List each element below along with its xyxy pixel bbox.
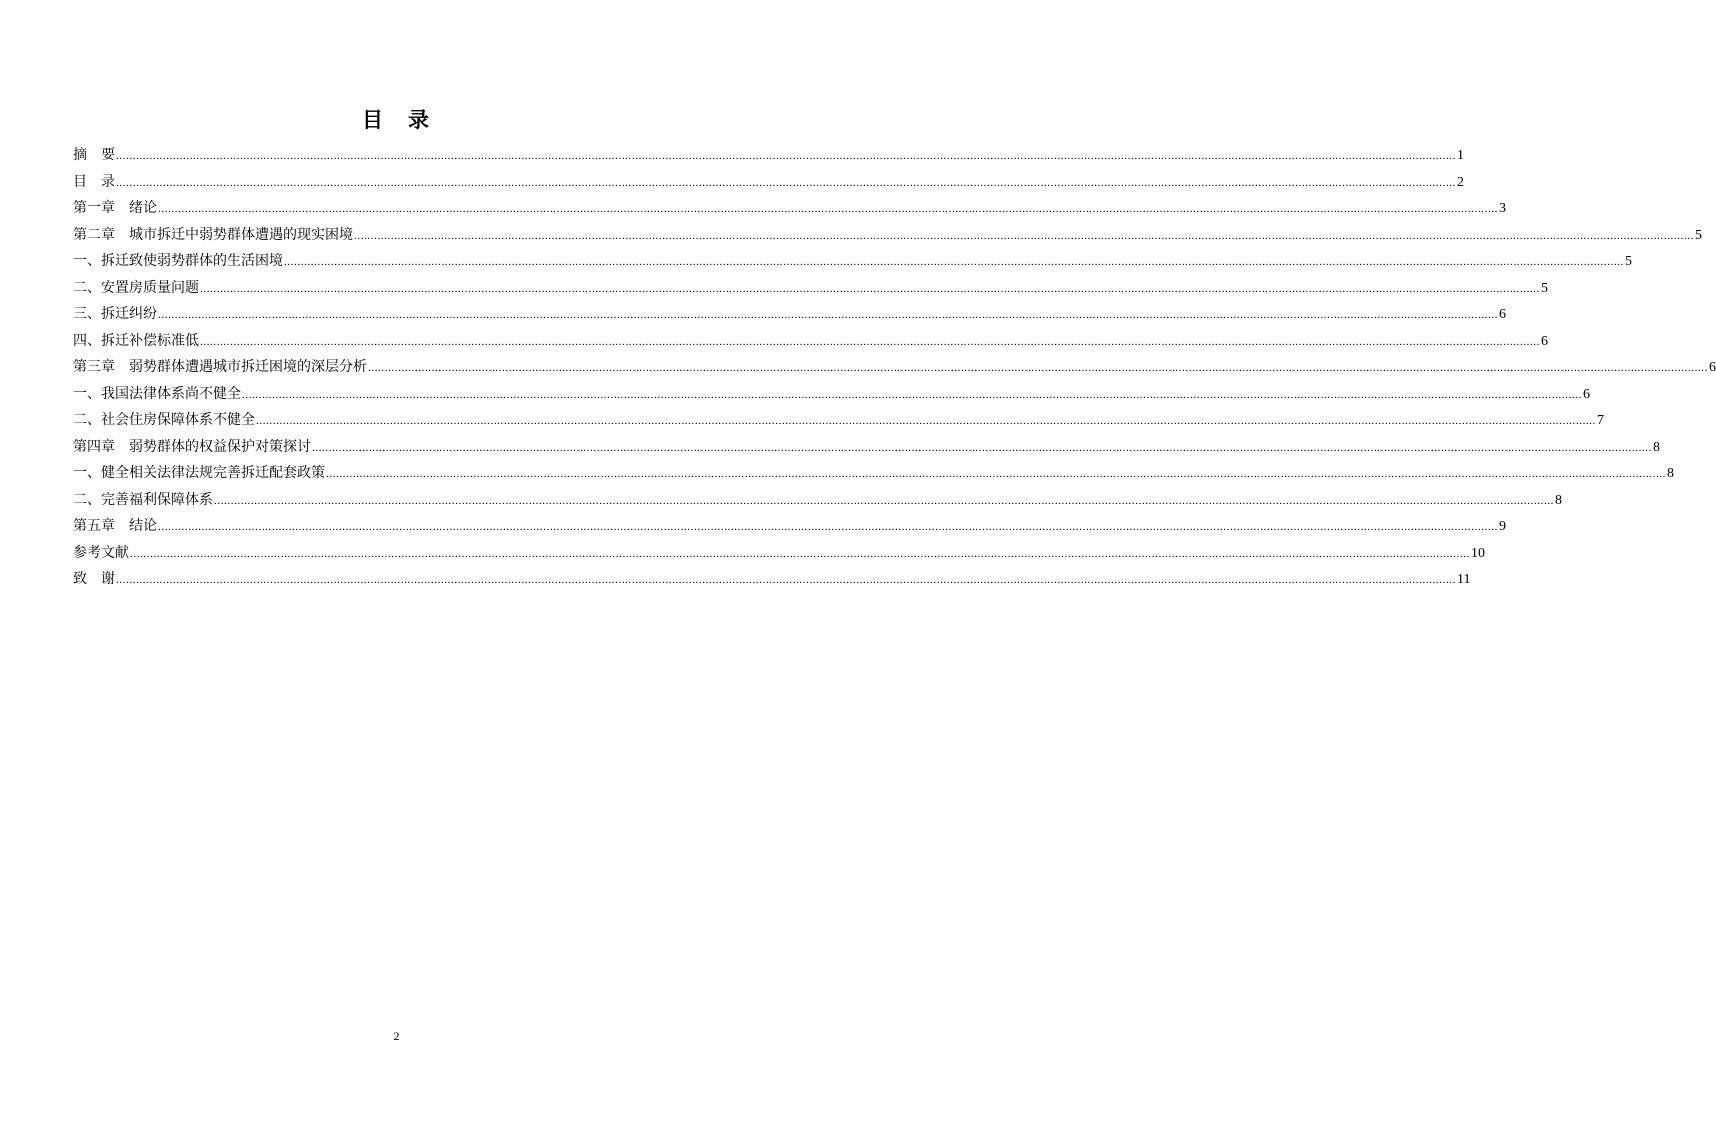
dot-leader: ................................................................................................................................................................................................................................................................................................................................................................................................................ <box>116 176 1456 189</box>
dot-leader: ................................................................................................................................................................................................................................................................................................................................................................................................................ <box>368 362 1708 374</box>
toc-entry[interactable] <box>73 275 1548 302</box>
toc-entry-label: 四、拆迁补偿标准低 <box>73 332 199 349</box>
toc-entry-label: 致 谢 <box>73 571 115 587</box>
toc-entry[interactable] <box>73 434 1660 461</box>
dot-leader: ................................................................................................................................................................................................................................................................................................................................................................................................................ <box>158 203 1498 215</box>
dot-leader: ................................................................................................................................................................................................................................................................................................................................................................................................................ <box>158 521 1498 533</box>
toc-entry[interactable] <box>73 248 1632 275</box>
dot-leader: ................................................................................................................................................................................................................................................................................................................................................................................................................ <box>158 309 1498 321</box>
dot-leader: ................................................................................................................................................................................................................................................................................................................................................................................................................ <box>242 388 1582 401</box>
dot-leader: ................................................................................................................................................................................................................................................................................................................................................................................................................ <box>116 150 1456 162</box>
dot-leader: ................................................................................................................................................................................................................................................................................................................................................................................................................ <box>354 229 1694 242</box>
toc-entry[interactable] <box>73 328 1548 355</box>
toc-entry[interactable] <box>73 566 1471 593</box>
toc-entry-label: 第四章 弱势群体的权益保护对策探讨 <box>73 438 311 455</box>
toc-entry-page: 9 <box>1499 519 1506 534</box>
toc-entry[interactable] <box>73 381 1590 408</box>
dot-leader: ................................................................................................................................................................................................................................................................................................................................................................................................................ <box>200 335 1540 348</box>
toc-entry-page: 3 <box>1499 201 1506 216</box>
table-of-contents <box>73 142 1716 593</box>
toc-entry-page: 7 <box>1597 413 1604 428</box>
toc-entry-label: 目 录 <box>73 173 115 190</box>
toc-entry-label: 二、安置房质量问题 <box>73 279 199 296</box>
toc-entry-page: 8 <box>1653 439 1660 455</box>
toc-entry-label: 二、社会住房保障体系不健全 <box>73 412 255 428</box>
toc-entry-label: 第五章 结论 <box>73 518 157 534</box>
toc-entry-label: 一、我国法律体系尚不健全 <box>73 385 241 402</box>
toc-entry-page: 6 <box>1709 360 1716 375</box>
toc-entry-page: 6 <box>1499 307 1506 322</box>
toc-entry[interactable] <box>73 540 1485 567</box>
toc-entry[interactable] <box>73 301 1506 328</box>
dot-leader: ................................................................................................................................................................................................................................................................................................................................................................................................................ <box>214 494 1554 507</box>
toc-entry-page: 1 <box>1457 148 1464 163</box>
toc-entry[interactable] <box>73 513 1506 540</box>
toc-entry[interactable] <box>73 222 1702 249</box>
toc-entry-label: 第一章 绪论 <box>73 200 157 216</box>
page-number: 2 <box>393 1029 400 1043</box>
toc-entry-page: 2 <box>1457 174 1464 190</box>
dot-leader: ................................................................................................................................................................................................................................................................................................................................................................................................................ <box>200 282 1540 295</box>
toc-entry-label: 三、拆迁纠纷 <box>73 306 157 322</box>
toc-entry-page: 11 <box>1457 572 1471 587</box>
toc-title: 目 录 <box>362 107 431 132</box>
toc-entry-label: 第三章 弱势群体遭遇城市拆迁困境的深层分析 <box>73 359 367 375</box>
toc-entry-label: 第二章 城市拆迁中弱势群体遭遇的现实困境 <box>73 226 353 243</box>
dot-leader: ................................................................................................................................................................................................................................................................................................................................................................................................................ <box>312 441 1652 454</box>
dot-leader: ................................................................................................................................................................................................................................................................................................................................................................................................................ <box>284 256 1624 268</box>
toc-entry-page: 10 <box>1471 545 1485 561</box>
toc-entry[interactable] <box>73 487 1562 514</box>
toc-entry-page: 8 <box>1667 466 1674 481</box>
toc-entry-label: 一、拆迁致使弱势群体的生活困境 <box>73 253 283 269</box>
dot-leader: ................................................................................................................................................................................................................................................................................................................................................................................................................ <box>116 574 1456 586</box>
toc-entry-label: 摘 要 <box>73 147 115 163</box>
toc-entry-page: 5 <box>1695 227 1702 243</box>
dot-leader: ................................................................................................................................................................................................................................................................................................................................................................................................................ <box>326 468 1666 480</box>
dot-leader: ................................................................................................................................................................................................................................................................................................................................................................................................................ <box>256 415 1596 427</box>
toc-entry[interactable] <box>73 460 1674 487</box>
toc-entry[interactable] <box>73 195 1506 222</box>
toc-entry-label: 参考文献 <box>73 544 129 561</box>
toc-entry-page: 5 <box>1541 280 1548 296</box>
toc-entry[interactable] <box>73 169 1464 196</box>
toc-entry-page: 6 <box>1583 386 1590 402</box>
toc-entry[interactable] <box>73 142 1464 169</box>
dot-leader: ................................................................................................................................................................................................................................................................................................................................................................................................................ <box>130 547 1470 560</box>
toc-entry-page: 8 <box>1555 492 1562 508</box>
toc-entry[interactable] <box>73 407 1604 434</box>
toc-entry-page: 5 <box>1625 254 1632 269</box>
toc-entry-page: 6 <box>1541 333 1548 349</box>
toc-entry-label: 一、健全相关法律法规完善拆迁配套政策 <box>73 465 325 481</box>
toc-entry[interactable] <box>73 354 1716 381</box>
toc-entry-label: 二、完善福利保障体系 <box>73 491 213 508</box>
